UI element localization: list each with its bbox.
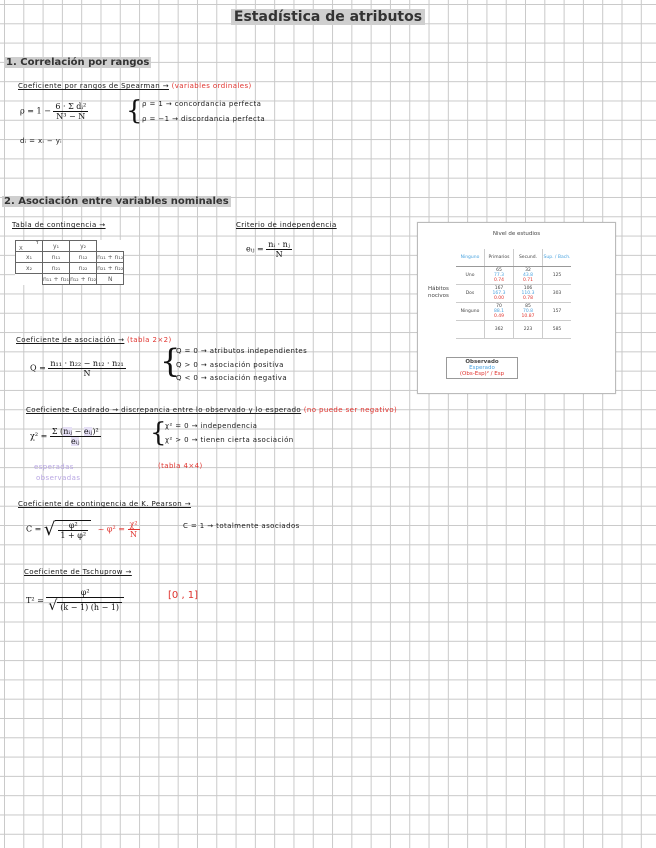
image-cell: 106 110.3 0.78 — [514, 285, 543, 303]
image-row-total: 303 — [543, 285, 572, 303]
corner-cell — [16, 241, 43, 252]
col-header: y₁ — [43, 241, 70, 252]
image-col-total: 223 — [514, 321, 543, 339]
image-legend — [446, 357, 518, 379]
col-header: y₂ — [70, 241, 97, 252]
image-cell: 65 77.3 0.74 — [485, 267, 514, 285]
q-case-positive: Q > 0 → asociación positiva — [176, 361, 284, 369]
image-cell: 32 43.8 0.71 — [514, 267, 543, 285]
c-formula: C = √ $\frac{\text{φ²}}{\text{1 + φ²}}$ ~ φ² = $\frac{\text{χ²}}{N}$ — [26, 519, 138, 540]
tschuprow-label: Coeficiente de Tschuprow → — [24, 568, 132, 576]
row-group-label: Hábitos nocivos — [428, 286, 449, 299]
tabla-contingencia-label: Tabla de contingencia → — [12, 221, 106, 229]
q-case-negative: Q < 0 → asociación negativa — [176, 374, 288, 382]
brace: { — [126, 96, 143, 126]
image-col-total: 362 — [485, 321, 514, 339]
di-definition: dᵢ = xᵢ − yᵢ — [20, 137, 62, 145]
image-row-total: 125 — [543, 267, 572, 285]
total-cell: n₁₁ + n₂₁ — [43, 275, 70, 283]
table-cell: n₁₂ — [70, 252, 97, 263]
criterio-label: Criterio de independencia — [236, 221, 337, 229]
image-row-label: Ninguno — [456, 303, 485, 321]
image-cell: 85 70.8 10.87 — [514, 303, 543, 321]
chi-case-zero: χ² = 0 → independencia — [165, 422, 258, 430]
section1-heading: 1. Correlación por rangos — [6, 57, 150, 68]
row-header: x₂ — [16, 263, 43, 274]
brace: { — [160, 342, 181, 380]
q-case-zero: Q = 0 → atributos independientes — [176, 347, 308, 355]
image-col-header: Ninguno — [456, 249, 485, 267]
q-formula: Q = $\frac{\text{n₁₁ · n₂₂ − n₁₂ · n₂₁}}{N}$ — [30, 359, 124, 378]
legend-observado: Observado — [465, 359, 499, 365]
image-row-label: Uno — [456, 267, 485, 285]
image-table — [456, 249, 571, 339]
chi-formula: χ² = $\frac{\text{Σ (nᵢⱼ − eᵢⱼ)²}}{\text{eᵢⱼ}}$ — [30, 427, 99, 446]
spearman-label: Coeficiente por rangos de Spearman → (variables ordinales) — [18, 82, 252, 90]
observadas-note: observadas — [36, 474, 81, 482]
image-table-wrap — [456, 249, 571, 339]
image-cell: 70 88.1 0.49 — [485, 303, 514, 321]
table-cell: n₁₁ — [43, 252, 70, 263]
image-title: Nivel de estudios — [492, 231, 541, 237]
image-cell: 167 167.3 0.00 — [485, 285, 514, 303]
criterio-formula: eᵢⱼ = $\frac{\text{nᵢ · nⱼ}}{N}$ — [246, 240, 290, 259]
rho-case-negative: ρ = −1 → discordancia perfecta — [142, 115, 266, 123]
col-header — [97, 241, 124, 252]
pearson-label: Coeficiente de contingencia de K. Pearson → — [18, 500, 191, 508]
image-col-header: Secund. — [514, 249, 543, 267]
c-case: C = 1 → totalmente asociados — [183, 522, 300, 530]
image-col-header: Sup. / Bach. — [543, 249, 572, 267]
t-range: [0 , 1] — [168, 590, 199, 601]
table-cell: n₁₁ + n₁₂ — [97, 253, 124, 261]
image-empty — [456, 321, 485, 339]
image-col-header: Primarios — [485, 249, 514, 267]
table-cell: n₂₂ — [70, 263, 97, 274]
header-y: Y — [35, 240, 39, 246]
esperadas-note: esperadas — [34, 463, 74, 471]
asociacion-label: Coeficiente de asociación → (tabla 2×2) — [16, 336, 172, 344]
chi-label: Coeficiente Cuadrado → discrepancia entre lo observado y lo esperado (no puede ser negativo) — [26, 406, 398, 414]
total-cell: n₁₂ + n₂₂ — [70, 275, 97, 283]
brace: { — [150, 418, 167, 448]
legend-esperado: Esperado — [469, 365, 495, 371]
header-x: X — [19, 246, 23, 252]
chi-tabla-note: (tabla 4×4) — [158, 462, 203, 470]
empty-cell — [16, 274, 43, 285]
chi-case-positive: χ² > 0 → tienen cierta asociación — [165, 436, 294, 444]
legend-formula: (Obs-Esp)² / Esp — [459, 371, 505, 377]
section2-heading: 2. Asociación entre variables nominales — [4, 196, 229, 207]
total-cell: N — [97, 274, 124, 285]
image-row-label: Dos — [456, 285, 485, 303]
contingency-table — [15, 240, 124, 285]
page-title: Estadística de atributos — [0, 9, 656, 25]
table-cell: n₂₁ + n₂₂ — [97, 264, 124, 272]
rho-case-positive: ρ = 1 → concordancia perfecta — [142, 100, 262, 108]
t-formula: T² = $\frac{\text{φ²}}{√ (k - 1) (h - 1)}$ — [26, 588, 124, 614]
rho-formula: ρ = 1 − $\frac{\text{6 · Σ dᵢ²}}{\text{N³ − N}}$ — [20, 102, 87, 121]
image-grand-total: 585 — [543, 321, 572, 339]
table-cell: n₂₁ — [43, 263, 70, 274]
row-header: x₁ — [16, 252, 43, 263]
image-row-total: 157 — [543, 303, 572, 321]
contingency-example-image — [417, 222, 616, 394]
